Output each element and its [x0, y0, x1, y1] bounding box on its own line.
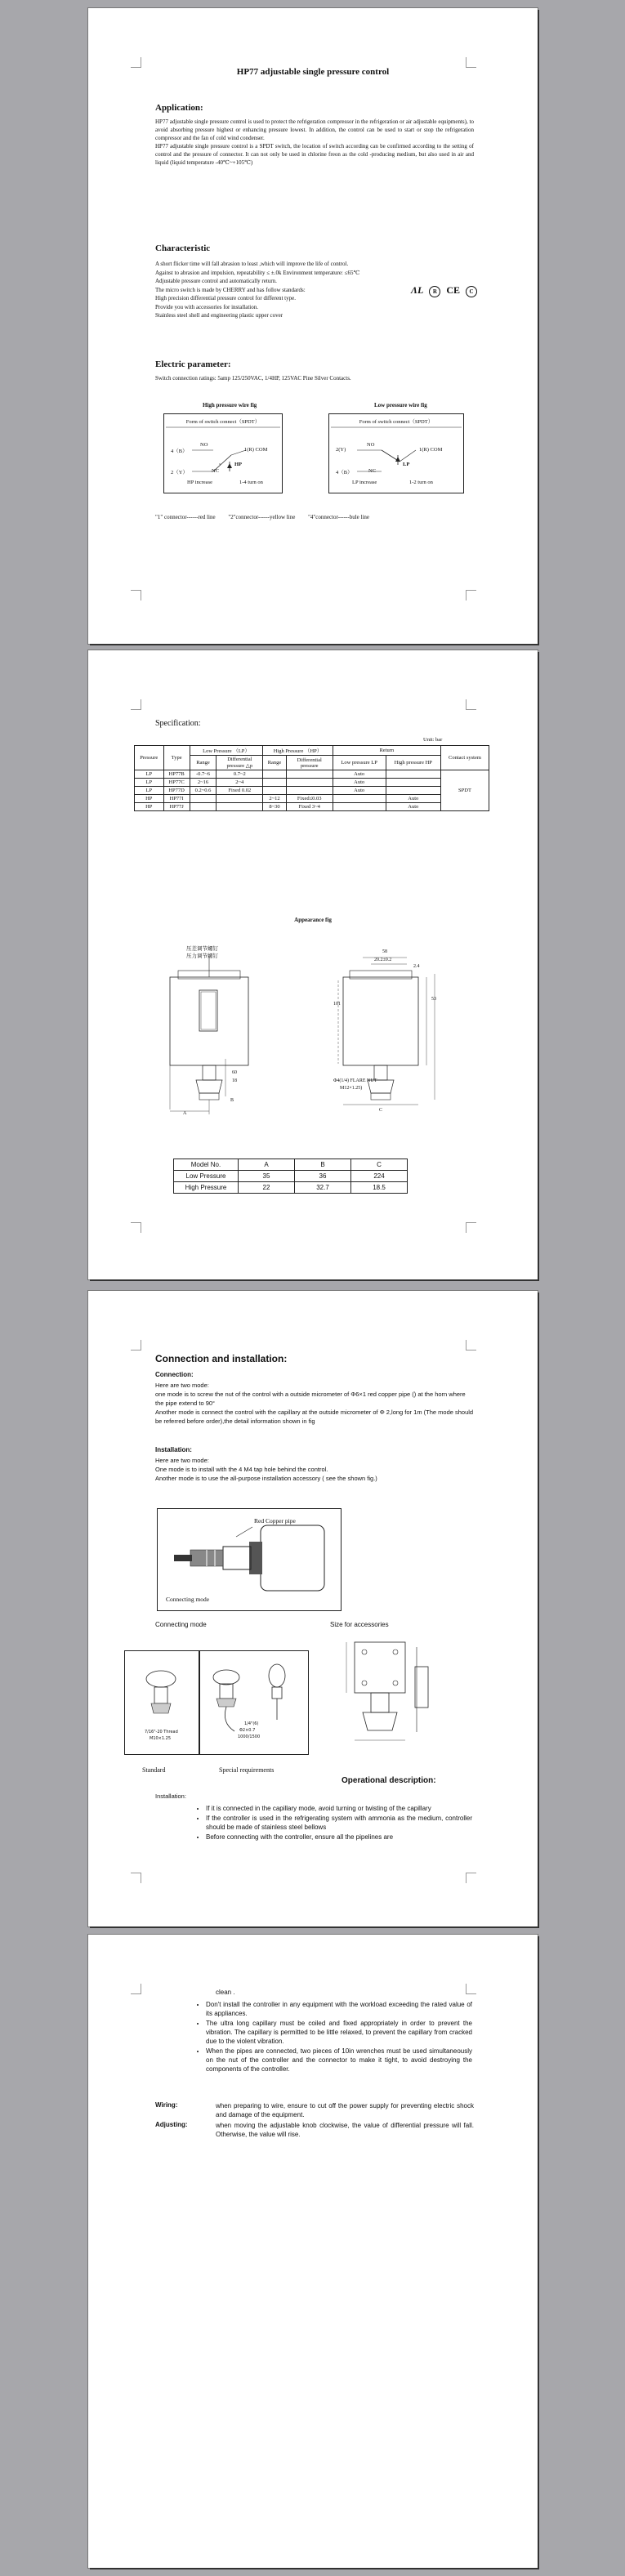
application-text: HP77 adjustable single pressure control is used to protect the refrigeration compressor in the refrigeration or air adjustable equipments), to avoid absorbing pressure highest or enhancing pressure lowest. In addition, the control can be used to start or stop the refrigeration compressor and the fan of cold wind condenser. [155, 118, 474, 141]
installation-bullets [194, 1804, 472, 1842]
standard-caption: Standard [142, 1766, 166, 1774]
table-cell: 35 [239, 1171, 295, 1182]
th-contact: Contact system [440, 746, 489, 770]
crop-mark [131, 1222, 141, 1233]
table-cell: 32.7 [295, 1182, 351, 1194]
cert-mark-icon: R [429, 286, 440, 297]
table-cell [263, 779, 286, 787]
crop-mark [131, 1340, 141, 1351]
crop-mark [131, 590, 141, 600]
connection-heading: Connection and installation: [155, 1353, 288, 1364]
connection-text [155, 1381, 474, 1426]
text-line: one mode is to screw the nut of the control with a outside micrometer of Φ6×1 red copper pipe () at the horn where the pipe extend to 90° [155, 1391, 466, 1407]
low-pressure-caption: Low pressure wire fig [374, 402, 427, 408]
table-cell: 2~4 [217, 779, 263, 787]
document-page-1 [88, 8, 538, 644]
table-cell: HP77D [163, 787, 190, 795]
accessory-bracket-drawing [338, 1634, 444, 1748]
table-cell: Auto [386, 803, 440, 811]
accessories-size-caption: Size for accessories [330, 1621, 389, 1628]
th-differential: Differential pressure [286, 756, 333, 770]
document-page-4 [88, 1935, 538, 2568]
list-item: • When the pipes are connected, two pieces of 10in wrenches must be used simultaneously on the nut of the controller and the connector to make it tight, to avoid destroying the components of the controller. [206, 2047, 472, 2074]
wiring-label: Wiring: [155, 2101, 178, 2109]
text-line: Here are two mode: [155, 1457, 209, 1464]
table-row [135, 795, 489, 803]
th-high-pressure: High Pressure （HP） [263, 746, 333, 756]
turn-on-label: 1-2 turn on [409, 480, 433, 485]
increase-label: LP increase [352, 480, 377, 485]
wire-form-label: Form of switch connect（SPDT） [185, 419, 261, 425]
table-cell: HP77J [163, 803, 190, 811]
table-cell: Fixed≤0.03 [286, 795, 333, 803]
terminal-2-label: 2(Y) [336, 447, 346, 453]
list-item: • Don't install the controller in any equipment with the workload exceeding the rated value of its appliances. [206, 2000, 472, 2018]
table-cell: 2~16 [190, 779, 217, 787]
terminal-2-label: 2（Y） [171, 470, 188, 475]
dim-label: 60 [232, 1070, 237, 1075]
dim-b-label: B [230, 1098, 234, 1103]
table-cell: Auto [333, 787, 386, 795]
increase-label: HP increase [187, 480, 212, 485]
text-line: Here are two mode: [155, 1382, 209, 1389]
table-cell [190, 795, 217, 803]
wiring-text: when preparing to wire, ensure to cut off the power supply for preventing electric shock and damage of the equipment. [216, 2102, 474, 2118]
terminal-4-label: 4（B） [336, 470, 353, 475]
wire-form-label: Form of switch connect（SPDT） [359, 419, 434, 425]
table-row [174, 1171, 408, 1182]
connector-legend [155, 513, 482, 522]
th-low: Low pressure LP [333, 756, 386, 770]
connection-label: Connection: [155, 1371, 194, 1378]
turn-on-label: 1-4 turn on [239, 480, 263, 485]
table-header-row [174, 1159, 408, 1171]
text-line: Another mode is connect the control with the capillary at the outside micrometer of Φ 2,long for 1m (The mode should be referred before order),the detail information shown in fig [155, 1409, 474, 1425]
list-item: • If it is connected in the capillary mode, avoid turning or twisting of the capillary [206, 1804, 472, 1813]
page-title: HP77 adjustable single pressure control [236, 67, 390, 77]
text-line: One mode is to install with the 4 M4 tap hole behind the control. [155, 1466, 328, 1473]
table-cell: 36 [295, 1171, 351, 1182]
table-row [135, 770, 489, 779]
continued-text: clean . [216, 1989, 235, 1996]
table-cell: Auto [333, 770, 386, 779]
table-cell: LP [135, 779, 164, 787]
connecting-mode-inner-caption: Connecting mode [166, 1596, 210, 1603]
thread-label: M12×1.25) [340, 1086, 363, 1091]
list-item: • The ultra long capillary must be coiled and fixed appropriately in order to prevent the vibration. The capillary is permitted to be little relaxed, to prevent the capillary from cracked due to the violent vibration. [206, 2019, 472, 2046]
contact-cell: SPDT [440, 770, 489, 811]
table-cell: B [295, 1159, 351, 1171]
capillary-size-label: Φ2×0.7 [239, 1728, 256, 1733]
table-cell [386, 787, 440, 795]
th-return: Return [333, 746, 440, 756]
dim-label: 53 [431, 997, 436, 1002]
list-item: • If the controller is used in the refrigerating system with ammonia as the medium, controller should be made of stainless steel bellows [206, 1814, 472, 1832]
connecting-mode-caption: Connecting mode [155, 1621, 207, 1628]
table-cell: 18.5 [351, 1182, 408, 1194]
dim-label: 2.4 [413, 964, 420, 969]
fitting-options-figure [124, 1650, 309, 1755]
crop-mark [131, 699, 141, 710]
table-cell: 2~12 [263, 795, 286, 803]
diff-screw-label: 压差调节螺钉 [186, 945, 218, 952]
dim-label: 101 [333, 1002, 341, 1007]
table-cell [286, 779, 333, 787]
table-cell [217, 803, 263, 811]
capillary-length-label: 1000/1500 [238, 1734, 261, 1739]
no-label: NO [200, 442, 208, 448]
table-cell: A [239, 1159, 295, 1171]
electric-text: Switch connection ratings: 5amp 125/250VAC, 1/4HP, 125VAC Pine Silver Contacts. [155, 375, 351, 382]
table-header-row [135, 746, 489, 756]
no-label: NO [367, 442, 375, 448]
switch-symbol [329, 414, 463, 493]
pipe-label: Red Copper pipe [254, 1517, 296, 1525]
operation-bullets [194, 2000, 472, 2074]
document-page-3 [88, 1291, 538, 1926]
connector-1-legend: "1" connector------red line [155, 514, 216, 520]
table-cell [333, 803, 386, 811]
spec-table [134, 745, 489, 811]
table-row [135, 803, 489, 811]
th-pressure: Pressure [135, 746, 164, 770]
dim-a-label: A [183, 1111, 187, 1116]
crop-mark [466, 1340, 476, 1351]
nc-label: NC [212, 468, 220, 474]
table-cell: HP [135, 803, 164, 811]
table-cell: Model No. [174, 1159, 239, 1171]
table-cell: LP [135, 770, 164, 779]
table-cell: LP [135, 787, 164, 795]
thread-label: 7/16"-20 Thread [145, 1730, 178, 1734]
characteristic-line: High precision differential pressure control for different type. [155, 295, 296, 301]
dim-label: 58 [382, 949, 387, 954]
dim-c-label: C [379, 1108, 383, 1113]
crop-mark [466, 1873, 476, 1883]
table-cell: Fixed 0.02 [217, 787, 263, 795]
connector-2-legend: "2"connector------yellow line [228, 514, 296, 520]
table-cell: 0.7~2 [217, 770, 263, 779]
characteristic-line: A short flicker time will fall abrasion to least ,which will improve the life of control. [155, 261, 349, 267]
installation-text [155, 1456, 474, 1483]
flare-nut-label: Φ4(1/4) FLARE NUT [333, 1078, 377, 1083]
th-low-pressure: Low Pressure （LP） [190, 746, 263, 756]
table-cell [286, 770, 333, 779]
characteristic-line: The micro switch is made by CHERRY and has follow standards: [155, 286, 306, 293]
ce-mark-icon: CE [446, 284, 461, 296]
characteristic-line: Against to abrasion and impulsion, repeatability ≤ ±.0k Environment temperature: ≤65℃ [155, 269, 360, 276]
installation-label: Installation: [155, 1446, 192, 1453]
special-caption: Special requirements [219, 1766, 275, 1774]
connector-4-legend: "4"connector------bule line [308, 514, 370, 520]
dim-label: 18 [232, 1078, 237, 1083]
high-pressure-wire-diagram [163, 413, 283, 493]
dimensions-table [173, 1159, 408, 1194]
pressure-screw-label: 压力调节螺钉 [186, 953, 218, 959]
table-cell [386, 779, 440, 787]
nc-label: NC [368, 468, 377, 474]
table-cell: HP77C [163, 779, 190, 787]
table-cell: 22 [239, 1182, 295, 1194]
certification-marks [411, 284, 477, 297]
metric-thread-label: M10×1.25 [150, 1736, 171, 1741]
dim-label: 20.2±0.2 [374, 958, 392, 962]
spec-heading: Specification: [155, 719, 201, 728]
table-cell: Low Pressure [174, 1171, 239, 1182]
installation-label-2: Installation: [155, 1792, 186, 1800]
table-cell [217, 795, 263, 803]
list-item: • Before connecting with the controller, ensure all the pipelines are [206, 1833, 472, 1842]
table-cell [190, 803, 217, 811]
characteristic-line: Provide you with accessories for installation. [155, 303, 258, 310]
ul-mark-icon: ɅL [411, 284, 424, 296]
high-pressure-caption: High pressure wire fig [203, 402, 257, 408]
connecting-mode-figure [157, 1508, 342, 1611]
crop-mark [466, 699, 476, 710]
com-label: 1(R) COM [244, 447, 268, 453]
table-cell: High Pressure [174, 1182, 239, 1194]
lp-label: LP [403, 462, 410, 467]
table-cell: -0.7~6 [190, 770, 217, 779]
terminal-4-label: 4（B） [171, 449, 188, 454]
crop-mark [466, 1222, 476, 1233]
low-pressure-wire-diagram [328, 413, 464, 493]
table-cell [386, 770, 440, 779]
characteristic-heading: Characteristic [155, 243, 211, 253]
table-cell [333, 795, 386, 803]
electric-heading: Electric parameter: [155, 359, 231, 369]
crop-mark [466, 1984, 476, 1994]
table-row [135, 779, 489, 787]
application-heading: Application: [155, 103, 203, 113]
characteristic-list [155, 260, 400, 320]
application-text-2: HP77 adjustable single pressure control is a SPDT switch, the location of switch according can be confirmed according to the setting of control and the pressure of connector. It can not only be used in chlorine freon as the cold -producing medium, but also used in air and liquid (liquid temperature -40℃~+105℃) [155, 143, 474, 166]
table-cell: 0.2~0.6 [190, 787, 217, 795]
text-line: Another mode is to use the all-purpose installation accessory ( see the shown fig.) [155, 1475, 377, 1482]
operational-heading: Operational description: [342, 1776, 436, 1785]
table-cell: HP77B [163, 770, 190, 779]
table-cell [263, 787, 286, 795]
th-high: High pressure HP [386, 756, 440, 770]
adjusting-text: when moving the adjustable knob clockwise, the value of differential pressure will fall. Otherwise, the value will rise. [216, 2122, 474, 2138]
flare-size-label: 1/4"(6) [244, 1721, 259, 1726]
table-cell: HP [135, 795, 164, 803]
crop-mark [131, 1984, 141, 1994]
document-page-2 [88, 650, 538, 1279]
table-cell: C [351, 1159, 408, 1171]
table-cell: HP77I [163, 795, 190, 803]
crop-mark [466, 590, 476, 600]
table-row [135, 787, 489, 795]
table-cell: Fixed 3~4 [286, 803, 333, 811]
table-cell: Auto [386, 795, 440, 803]
ccc-mark-icon: C [466, 286, 477, 297]
table-row [174, 1182, 408, 1194]
th-type: Type [163, 746, 190, 770]
crop-mark [131, 1873, 141, 1883]
characteristic-line: Adjustable pressure control and automatically return. [155, 278, 277, 284]
characteristic-line: Stainless steel shell and engineering plastic upper cover [155, 312, 283, 319]
th-range: Range [190, 756, 217, 770]
appearance-caption: Appearance fig [294, 917, 332, 923]
th-range: Range [263, 756, 286, 770]
table-cell [263, 770, 286, 779]
table-cell: 8~30 [263, 803, 286, 811]
hp-label: HP [234, 462, 243, 467]
th-differential: Differential pressure △p [217, 756, 263, 770]
com-label: 1(R) COM [419, 447, 443, 453]
unit-label: Unit: bar [423, 737, 443, 743]
table-cell: 224 [351, 1171, 408, 1182]
table-cell: Auto [333, 779, 386, 787]
table-cell [286, 787, 333, 795]
adjusting-label: Adjusting: [155, 2121, 188, 2128]
